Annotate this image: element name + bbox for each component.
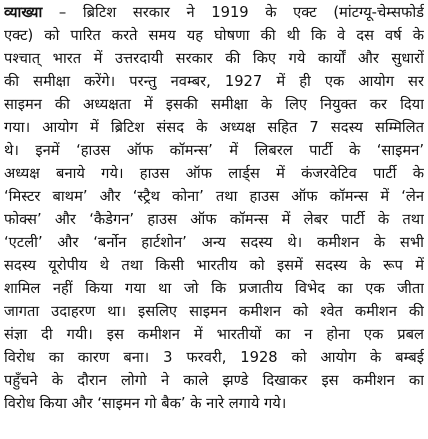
text-line-15: संज्ञा दी गयी। इस कमीशन में भारतीयों का न होना एक प्रबल [4, 326, 424, 343]
text-line-18: विरोध किया और ‘साइमन गो बैक’ के नारे लगाये गये। [4, 395, 287, 412]
text-line-4: की समीक्षा करेंगे। परन्तु नवम्बर, 1927 में ही एक आयोग सर [4, 73, 424, 90]
text-line-13: शामिल नहीं किया गया था जो कि प्रजातीय विभेद का एक जीता [4, 280, 424, 297]
text-line-10: फोक्स’ और ‘कैडेगन’ हाउस ऑफ कॉमन्स में लेबर पार्टी के तथा [4, 211, 424, 228]
text-line-9: ‘मिस्टर बाथम’ और ‘स्ट्रैथ कोना’ तथा हाउस ऑफ कॉमन्स में ‘लेन [4, 188, 424, 205]
text-line-14: जागता उदाहरण था। इसलिए साइमन कमीशन को श्वेत कमीशन की [4, 303, 424, 320]
text-line-1-body: – ब्रिटिश सरकार ने 1919 के एक्ट (मांटग्यू-चेम्सफोर्ड [42, 4, 424, 21]
text-line-7: थे। इनमें ‘हाउस ऑफ कॉमन्स’ में लिबरल पार्टी के ‘साइमन’ [4, 142, 424, 159]
explanation-paragraph [4, 1, 424, 415]
text-line-1 [4, 1, 424, 24]
explanation-heading: व्याख्या [4, 4, 43, 21]
text-line-8: अध्यक्ष बनाये गये। हाउस ऑफ लार्ड्स में कंजरवेटिव पार्टी के [4, 165, 424, 182]
text-line-2: एक्ट) को पारित करते समय यह घोषणा की थी कि वे दस वर्ष के [4, 27, 424, 44]
text-line-6: गया। आयोग में ब्रिटिश संसद के अध्यक्ष सहित 7 सदस्य सम्मिलित [4, 119, 424, 136]
text-line-5: साइमन की अध्यक्षता में इसकी समीक्षा के लिए नियुक्त कर दिया [4, 96, 424, 113]
text-line-16: विरोध का कारण बना। 3 फरवरी, 1928 को आयोग के बम्बई [4, 349, 424, 366]
text-line-3: पश्चात् भारत में उत्तरदायी सरकार की किए गये कार्यों और सुधारों [4, 50, 424, 67]
text-line-17: पहुँचने के दौरान लोगो ने काले झण्डे दिखाकर इस कमीशन का [4, 372, 424, 389]
text-line-11: ‘एटली’ और ‘बर्नोन हार्टशोन’ अन्य सदस्य थे। कमीशन के सभी [4, 234, 424, 251]
text-line-12: सदस्य यूरोपीय थे तथा किसी भारतीय को इसमें सदस्य के रूप में [4, 257, 424, 274]
